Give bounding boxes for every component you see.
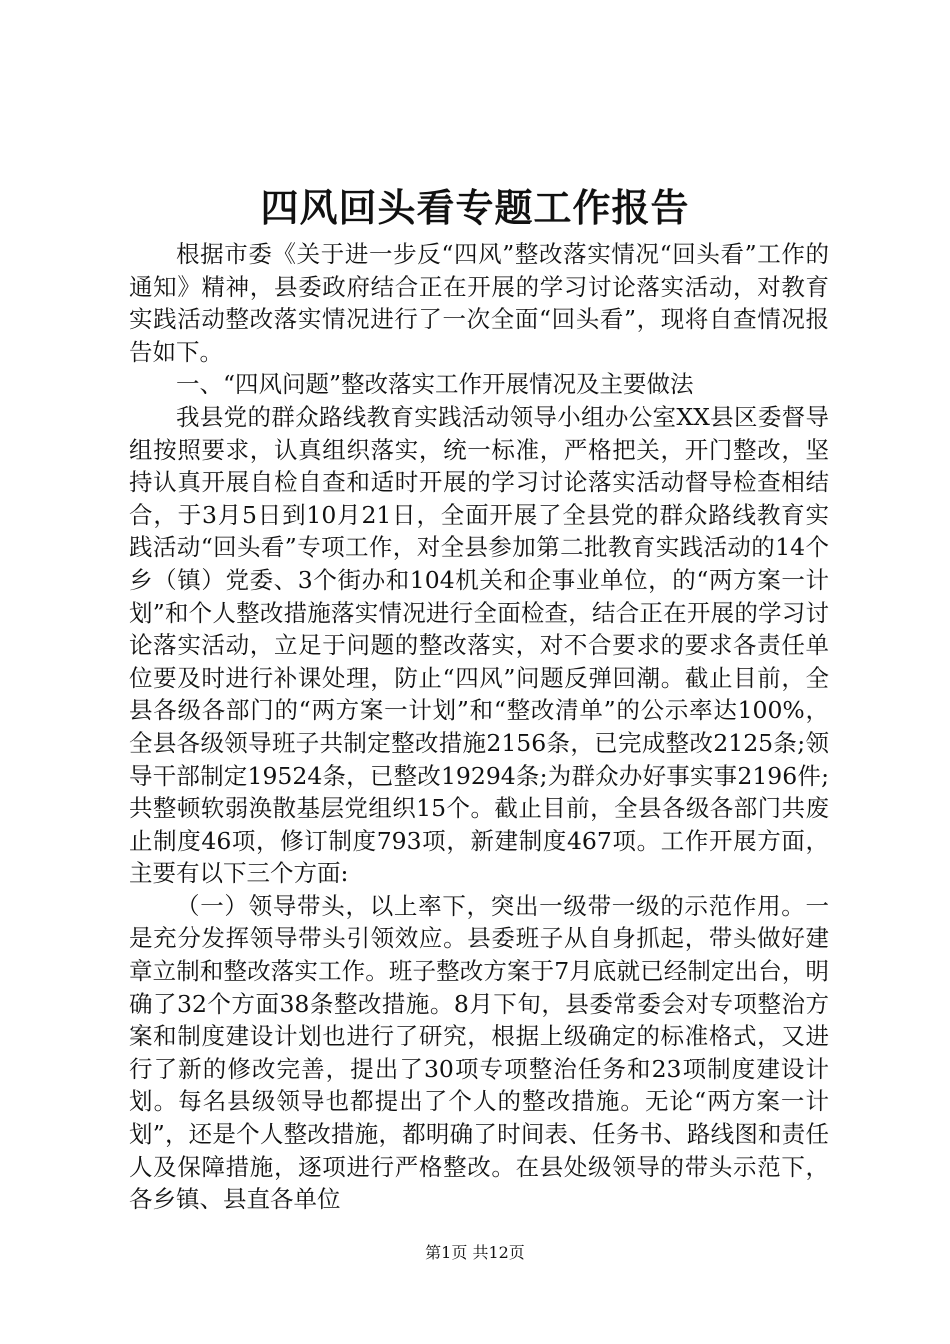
document-body: [129, 238, 829, 1216]
intro-paragraph: 根据市委《关于进一步反“四风”整改落实情况“回头看”工作的通知》精神，县委政府结合正在开展的学习讨论落实活动，对教育实践活动整改落实情况进行了一次全面“回头看”，现将自查情况报告如下。: [129, 240, 829, 366]
section-heading: 一、“四风问题”整改落实工作开展情况及主要做法: [176, 370, 694, 399]
page-footer: 第1页 共12页: [425, 1243, 525, 1262]
body-paragraph: （一）领导带头，以上率下，突出一级带一级的示范作用。一是充分发挥领导带头引领效应。县委班子从自身抓起，带头做好建章立制和整改落实工作。班子整改方案于7月底就已经制定出台，明确了32个方面38条整改措施。8月下旬，县委常委会对专项整治方案和制度建设计划也进行了研究，根据上级确定的标准格式，又进行了新的修改完善，提出了30项专项整治任务和23项制度建设计划。每名县级领导也都提出了个人的整改措施。无论“两方案一计划”，还是个人整改措施，都明确了时间表、任务书、路线图和责任人及保障措施，逐项进行严格整改。在县处级领导的带头示范下，各乡镇、县直各单位: [129, 891, 829, 1214]
document-title: 四风回头看专题工作报告: [260, 185, 690, 230]
body-paragraph: 我县党的群众路线教育实践活动领导小组办公室XX县区委督导组按照要求，认真组织落实，统一标准，严格把关，开门整改，坚持认真开展自检自查和适时开展的学习讨论落实活动督导检查相结合，于3月5日到10月21日，全面开展了全县党的群众路线教育实践活动“回头看”专项工作，对全县参加第二批教育实践活动的14个乡（镇）党委、3个街办和104机关和企事业单位，的“两方案一计划”和个人整改措施落实情况进行全面检查，结合正在开展的学习讨论落实活动，立足于问题的整改落实，对不合要求的要求各责任单位要及时进行补课处理，防止“四风”问题反弹回潮。截止目前，全县各级各部门的“两方案一计划”和“整改清单”的公示率达100%，全县各级领导班子共制定整改措施2156条，已完成整改2125条;领导干部制定19524条，已整改19294条;为群众办好事实事2196件;共整顿软弱涣散基层党组织15个。截止目前，全县各级各部门共废止制度46项，修订制度793项，新建制度467项。工作开展方面，主要有以下三个方面:: [129, 402, 829, 888]
